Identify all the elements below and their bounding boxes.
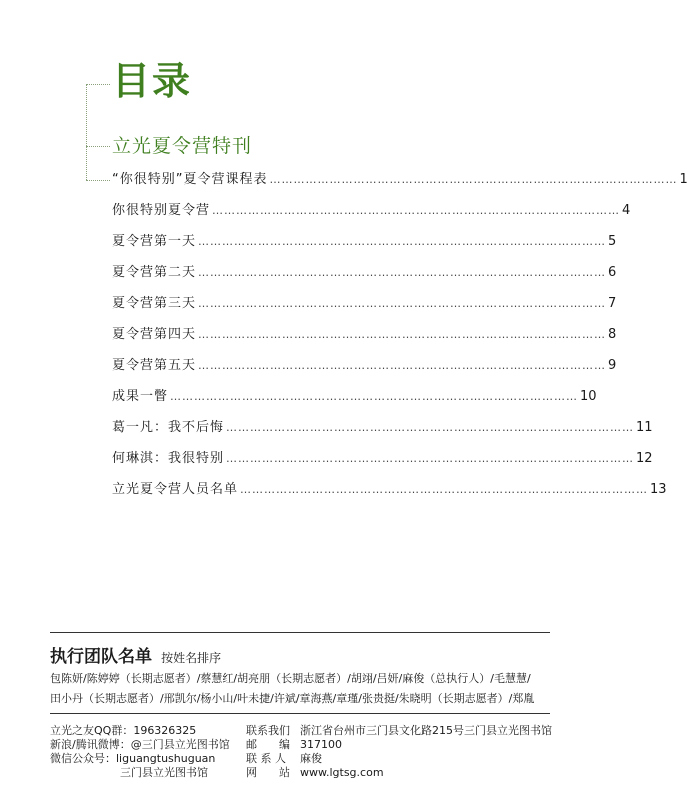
toc-list: [112, 170, 688, 511]
toc-entry-label: 夏令营第二天: [112, 265, 197, 280]
toc-leader: …………………………………………………………………………………………: [198, 266, 607, 279]
toc-entry[interactable]: [112, 263, 617, 294]
contact-value: 317100: [300, 738, 342, 751]
wechat-account: 微信公众号：liguangtushuguan: [50, 752, 216, 765]
contact-row: [246, 738, 552, 752]
toc-entry-label: 夏令营第四天: [112, 327, 197, 342]
toc-entry-label: 葛一凡：我不后悔: [112, 420, 225, 435]
toc-entry-page: 6: [608, 265, 617, 280]
toc-entry[interactable]: [112, 418, 653, 449]
toc-leader: …………………………………………………………………………………………: [226, 452, 635, 465]
wechat-name: 三门县立光图书馆: [120, 766, 208, 779]
contact-row: [246, 752, 552, 766]
toc-entry-page: 9: [608, 358, 617, 373]
toc-bracket-tick: [86, 84, 110, 85]
toc-entry[interactable]: [112, 356, 617, 387]
toc-entry-label: 立光夏令营人员名单: [112, 482, 239, 497]
toc-entry-label: 你很特别夏令营: [112, 203, 211, 218]
toc-leader: …………………………………………………………………………………………: [226, 421, 635, 434]
toc-entry-page: 7: [608, 296, 617, 311]
toc-entry-label: “你很特别”夏令营课程表: [112, 172, 268, 187]
divider: [50, 713, 550, 714]
toc-leader: …………………………………………………………………………………………: [269, 173, 678, 186]
contact-key: 联系我们: [246, 724, 290, 737]
team-names-line: 包陈妍/陈婷婷（长期志愿者）/蔡慧红/胡亮朋（长期志愿者）/胡翊/吕妍/麻俊（总执行人）/毛慧慧/: [50, 672, 531, 685]
toc-entry-label: 成果一瞥: [112, 389, 169, 404]
toc-bracket-tick: [86, 180, 110, 181]
toc-entry[interactable]: [112, 201, 631, 232]
section-title: 立光夏令营特刊: [112, 135, 253, 157]
toc-entry-page: 8: [608, 327, 617, 342]
toc-entry[interactable]: [112, 325, 617, 356]
contact-row: [246, 766, 552, 780]
toc-entry-label: 夏令营第五天: [112, 358, 197, 373]
toc-leader: …………………………………………………………………………………………: [198, 359, 607, 372]
toc-bracket-line: [86, 84, 87, 180]
website-link[interactable]: www.lgtsg.com: [300, 766, 384, 779]
toc-entry[interactable]: [112, 387, 597, 418]
contact-row: [246, 724, 552, 738]
team-heading: [50, 642, 221, 667]
toc-entry[interactable]: [112, 449, 653, 480]
toc-bracket-tick: [86, 146, 110, 147]
page-title: 目录: [112, 59, 193, 103]
weibo-account: 新浪/腾讯微博：@三门县立光图书馆: [50, 738, 230, 751]
toc-leader: …………………………………………………………………………………………: [198, 235, 607, 248]
qq-group: 立光之友QQ群：196326325: [50, 724, 197, 737]
toc-entry-page: 12: [636, 451, 653, 466]
toc-leader: …………………………………………………………………………………………: [212, 204, 621, 217]
toc-entry-page: 5: [608, 234, 617, 249]
toc-entry-page: 10: [580, 389, 597, 404]
toc-leader: …………………………………………………………………………………………: [198, 297, 607, 310]
toc-entry-page: 1: [679, 172, 688, 187]
contact-key: 网 站: [246, 766, 290, 779]
toc-entry[interactable]: [112, 232, 617, 263]
toc-entry[interactable]: [112, 170, 688, 201]
contact-key: 邮 编: [246, 738, 290, 751]
toc-leader: …………………………………………………………………………………………: [170, 390, 579, 403]
team-names-line: 田小丹（长期志愿者）/邢凯尔/杨小山/叶未捷/许斌/章海燕/章瑾/张贵挺/朱晓明（长期志愿者）/郑胤: [50, 692, 535, 705]
toc-leader: …………………………………………………………………………………………: [240, 483, 649, 496]
toc-leader: …………………………………………………………………………………………: [198, 328, 607, 341]
social-contacts: [50, 724, 230, 780]
contact-value: 麻俊: [300, 752, 322, 765]
toc-entry[interactable]: [112, 294, 617, 325]
toc-entry-label: 夏令营第三天: [112, 296, 197, 311]
team-title: 执行团队名单: [50, 647, 152, 667]
toc-entry[interactable]: [112, 480, 667, 511]
contact-key: 联 系 人: [246, 752, 286, 765]
contact-value: 浙江省台州市三门县文化路215号三门县立光图书馆: [300, 724, 552, 737]
toc-entry-page: 13: [650, 482, 667, 497]
divider: [50, 632, 550, 633]
team-sort-note: 按姓名排序: [161, 651, 222, 665]
toc-entry-page: 4: [622, 203, 631, 218]
toc-entry-page: 11: [636, 420, 653, 435]
toc-entry-label: 夏令营第一天: [112, 234, 197, 249]
contact-info: [246, 724, 552, 780]
toc-entry-label: 何琳淇：我很特别: [112, 451, 225, 466]
